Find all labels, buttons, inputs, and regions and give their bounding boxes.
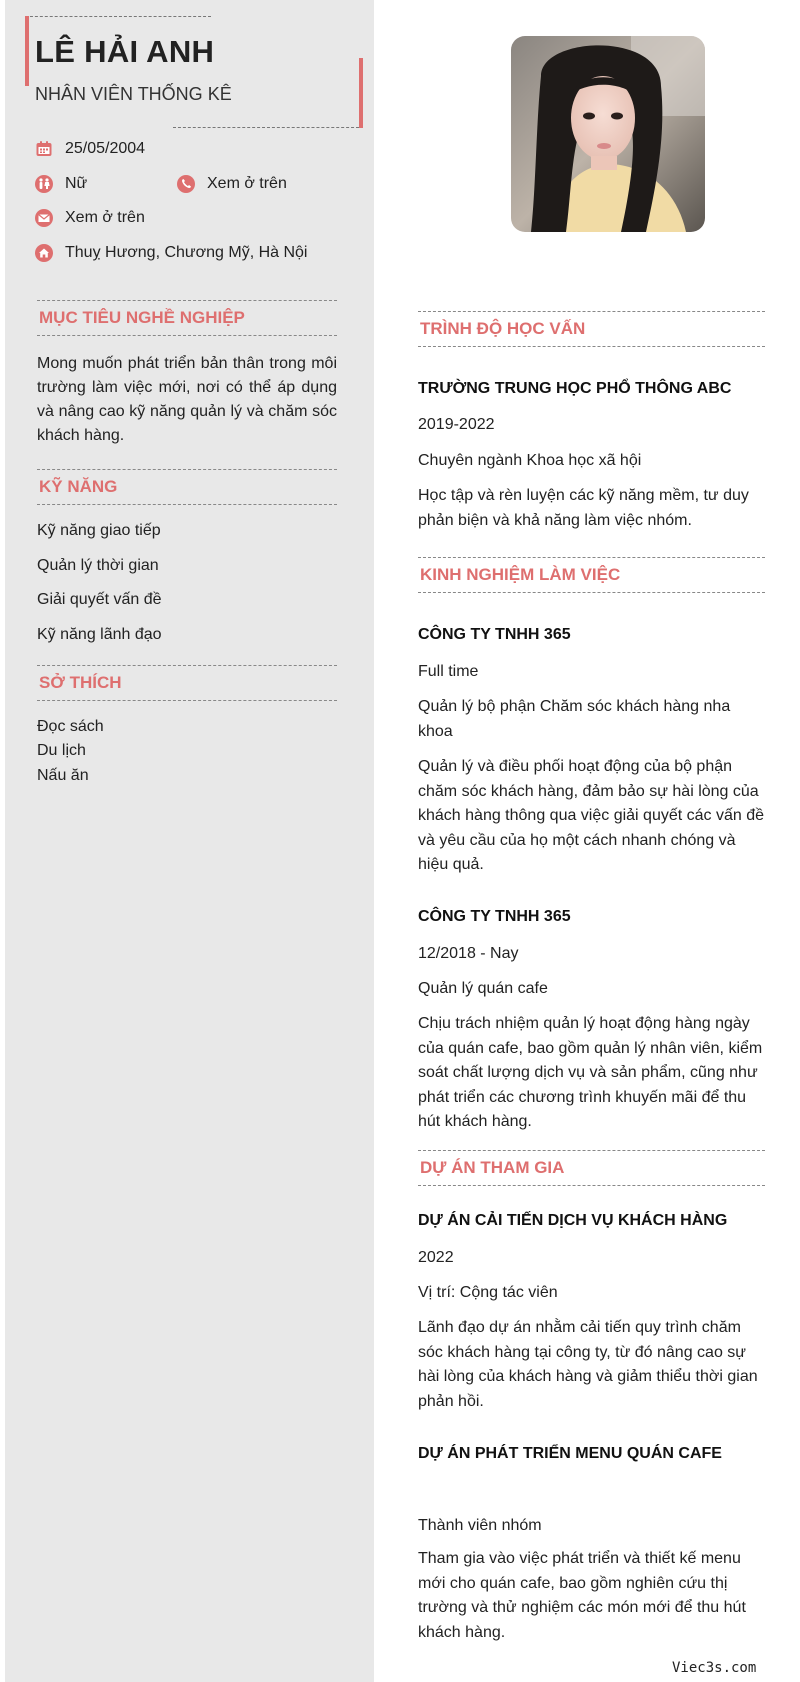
job-description: Chịu trách nhiệm quản lý hoạt động hàng ngày của quán cafe, bao gồm quản lý nhân viên, kiểm soát chất lượng dịch vụ và sản phẩm, cũng như phát triển các chương trình khuyến mãi để thu hút khách hàng. — [418, 1015, 763, 1130]
company-name: CÔNG TY TNHH 365 — [418, 908, 571, 925]
calendar-icon — [35, 140, 53, 158]
hobby-item: Du lịch — [37, 742, 86, 759]
name-block — [25, 16, 363, 128]
skill-item: Kỹ năng lãnh đạo — [37, 626, 162, 643]
email-row — [35, 209, 145, 227]
education-period: 2019-2022 — [418, 416, 495, 433]
birthdate-row — [35, 140, 145, 158]
project-name: DỰ ÁN PHÁT TRIỂN MENU QUÁN CAFE — [418, 1445, 722, 1462]
section-heading: SỞ THÍCH — [37, 665, 337, 701]
address-text: Thuỵ Hương, Chương Mỹ, Hà Nội — [65, 244, 308, 261]
divider — [173, 127, 359, 128]
project-name: DỰ ÁN CẢI TIẾN DỊCH VỤ KHÁCH HÀNG — [418, 1212, 728, 1229]
phone-icon — [177, 175, 195, 193]
objective-text: Mong muốn phát triển bản thân trong môi trường làm việc mới, nơi có thể áp dụng và nâng cao kỹ năng quản lý và chăm sóc khách hàng. — [37, 355, 337, 444]
skills-section — [37, 469, 337, 505]
project-period: 2022 — [418, 1249, 454, 1266]
hobby-item: Nấu ăn — [37, 767, 89, 784]
profile-photo — [511, 36, 705, 232]
skill-item: Giải quyết vấn đề — [37, 591, 162, 608]
home-icon — [35, 244, 53, 262]
job-description: Quản lý và điều phối hoạt động của bộ phận chăm sóc khách hàng, đảm bảo sự hài lòng của khách hàng thông qua việc giải quyết các vấn đề và yêu cầu của họ một cách nhanh chóng và hiệu quả. — [418, 758, 765, 873]
gender-row — [35, 175, 87, 193]
birthdate-text: 25/05/2004 — [65, 140, 146, 157]
section-heading: KINH NGHIỆM LÀM VIỆC — [418, 557, 765, 593]
education-major: Chuyên ngành Khoa học xã hội — [418, 452, 642, 469]
project-description: Lãnh đạo dự án nhằm cải tiến quy trình chăm sóc khách hàng tại công ty, từ đó nâng cao sự hài lòng của khách hàng và giảm thiểu thời gian phản hồi. — [418, 1319, 758, 1410]
section-heading: DỰ ÁN THAM GIA — [418, 1150, 765, 1186]
skill-item: Quản lý thời gian — [37, 557, 159, 574]
project-description: Tham gia vào việc phát triển và thiết kế menu mới cho quán cafe, bao gồm nghiên cứu thị trường và thử nghiệm các món mới để thu hút khách hàng. — [418, 1550, 746, 1641]
job-role: Quản lý bộ phận Chăm sóc khách hàng nha khoa — [418, 698, 731, 740]
job-role: Quản lý quán cafe — [418, 980, 548, 997]
email-icon — [35, 209, 53, 227]
skill-item: Kỹ năng giao tiếp — [37, 522, 161, 539]
address-row — [35, 244, 307, 262]
section-heading: MỤC TIÊU NGHỀ NGHIỆP — [37, 300, 337, 336]
accent-bar — [25, 16, 29, 86]
gender-icon — [35, 175, 53, 193]
divider — [25, 16, 211, 17]
objective-section — [37, 300, 337, 336]
job-title: NHÂN VIÊN THỐNG KÊ — [35, 84, 232, 104]
job-period: Full time — [418, 663, 479, 680]
watermark: Viec3s.com — [672, 1660, 757, 1676]
job-period: 12/2018 - Nay — [418, 945, 519, 962]
full-name: LÊ HẢI ANH — [35, 34, 215, 69]
phone-row — [177, 175, 287, 193]
email-text: Xem ở trên — [65, 209, 145, 226]
phone-text: Xem ở trên — [207, 175, 287, 192]
project-role: Thành viên nhóm — [418, 1517, 542, 1534]
gender-text: Nữ — [65, 175, 88, 192]
education-description: Học tập và rèn luyện các kỹ năng mềm, tư duy phản biện và khả năng làm việc nhóm. — [418, 487, 749, 529]
project-role: Vị trí: Cộng tác viên — [418, 1284, 558, 1301]
accent-bar — [359, 58, 363, 128]
school-name: TRƯỜNG TRUNG HỌC PHỔ THÔNG ABC — [418, 380, 732, 397]
section-heading: TRÌNH ĐỘ HỌC VẤN — [418, 311, 765, 347]
hobbies-section — [37, 665, 337, 701]
section-heading: KỸ NĂNG — [37, 469, 337, 505]
company-name: CÔNG TY TNHH 365 — [418, 626, 571, 643]
hobby-item: Đọc sách — [37, 718, 104, 735]
